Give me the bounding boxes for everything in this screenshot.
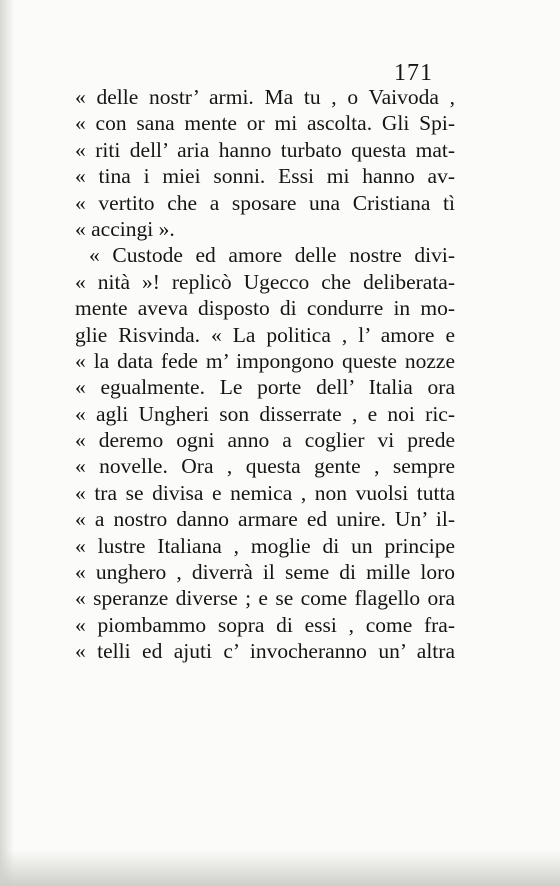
page-edge-shadow-left	[0, 0, 14, 886]
text-line: « deremo ogni anno a coglier vi prede	[75, 428, 455, 453]
text-line: « la data fede m’ impongono queste nozze	[75, 348, 455, 373]
page-edge-shadow-bottom	[0, 850, 560, 886]
text-line: « unghero , diverrà il seme di mille loro	[75, 560, 455, 585]
text-line: « speranze diverse ; e se come flagello ora	[75, 586, 455, 611]
text-line: « vertito che a sposare una Cristiana tì	[75, 190, 455, 215]
text-line: « telli ed ajuti c’ invocheranno un’ altra	[75, 639, 455, 664]
text-line: « Custode ed amore delle nostre divi-	[89, 243, 455, 268]
text-line: « delle nostr’ armi. Ma tu , o Vaivoda ,	[75, 85, 455, 109]
text-line: « novelle. Ora , questa gente , sempre	[75, 454, 455, 479]
text-line: « riti dell’ aria hanno turbato questa mat-	[75, 137, 455, 162]
text-line: « egualmente. Le porte dell’ Italia ora	[75, 375, 455, 400]
page-number: 171	[394, 60, 433, 86]
text-line: « nità »! replicò Ugecco che deliberata-	[75, 269, 455, 294]
text-line: « piombammo sopra di essi , come fra-	[75, 612, 455, 637]
text-line: « tina i miei sonni. Essi mi hanno av-	[75, 164, 455, 189]
text-line: mente aveva disposto di condurre in mo-	[75, 296, 455, 321]
text-line: « accingi ».	[75, 216, 175, 241]
text-line: glie Risvinda. « La politica , l’ amore e	[75, 322, 455, 347]
text-line: « tra se divisa e nemica , non vuolsi tutta	[75, 480, 455, 505]
text-line: « con sana mente or mi ascolta. Gli Spi-	[75, 111, 455, 136]
text-line: « a nostro danno armare ed unire. Un’ il-	[75, 507, 455, 532]
body-text	[75, 84, 455, 665]
text-line: « agli Ungheri son disserrate , e noi ric-	[75, 401, 455, 426]
text-line: « lustre Italiana , moglie di un principe	[75, 533, 455, 558]
